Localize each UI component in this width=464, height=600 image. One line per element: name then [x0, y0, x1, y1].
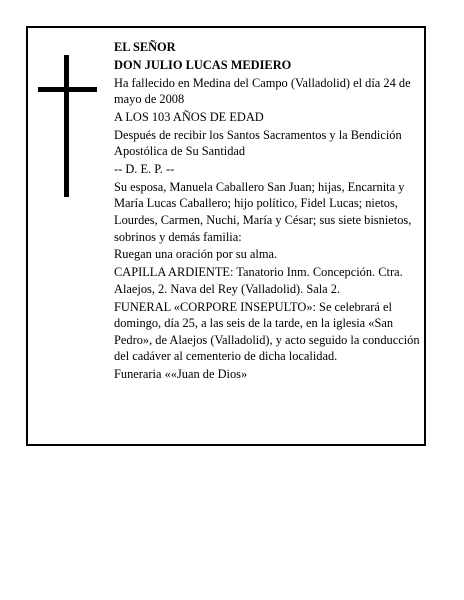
prayer-line: Ruegan una oración por su alma.: [114, 247, 278, 262]
funeral-line: FUNERAL «CORPORE INSEPULTO»: Se celebrará el domingo, día 25, a las seis de la tarde, en la iglesia «San Pedro», de Alaejos (Valladolid), y acto seguido la conducción del cadáver al cementerio de dicha localidad.: [114, 299, 420, 364]
obituary-text: [114, 39, 424, 384]
chapel-line: CAPILLA ARDIENTE: Tanatorio Inm. Concepción. Ctra. Alaejos, 2. Nava del Rey (Valladolid). Sala 2.: [114, 265, 403, 296]
cross-vertical-bar: [64, 55, 69, 197]
deceased-name: DON JULIO LUCAS MEDIERO: [114, 57, 292, 72]
cross-icon: [38, 55, 97, 197]
family-line: Su esposa, Manuela Caballero San Juan; hijas, Encarnita y María Lucas Caballero; hijo político, Fidel Lucas; nietos, Lourdes, Carmen, Nuchi, María y César; sus siete bisnietos, sobrinos y demás familia:: [114, 179, 412, 244]
age-line: A LOS 103 AÑOS DE EDAD: [114, 109, 264, 124]
death-info: Ha fallecido en Medina del Campo (Valladolid) el día 24 de mayo de 2008: [114, 75, 411, 107]
rip-line: -- D. E. P. --: [114, 162, 175, 177]
sacraments-line: Después de recibir los Santos Sacramentos y la Bendición Apostólica de Su Santidad: [114, 127, 402, 159]
notice-title: EL SEÑOR: [114, 40, 176, 54]
funeral-home-line: Funeraria ««Juan de Dios»: [114, 367, 248, 382]
cross-horizontal-bar: [38, 87, 97, 92]
